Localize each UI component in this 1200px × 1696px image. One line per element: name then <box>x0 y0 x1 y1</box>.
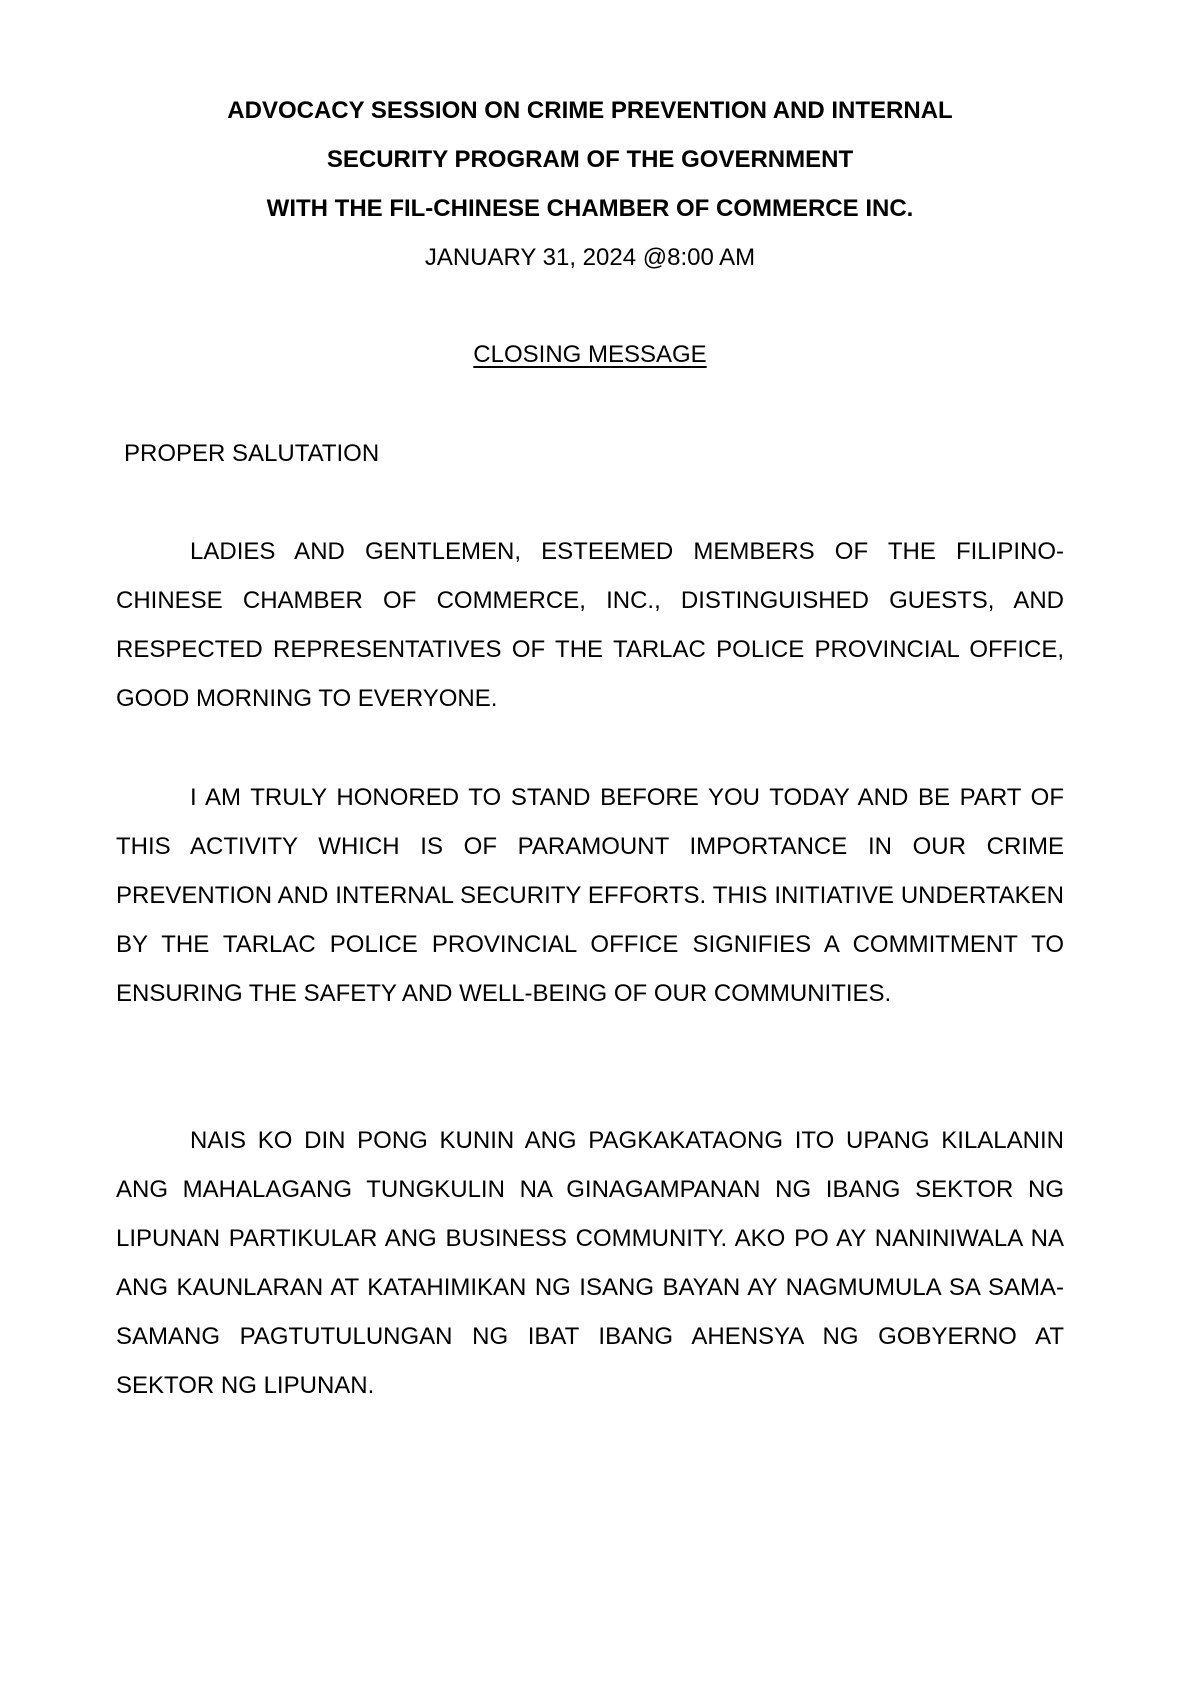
section-title: CLOSING MESSAGE <box>473 341 707 368</box>
paragraph-greeting: LADIES AND GENTLEMEN, ESTEEMED MEMBERS OF THE FILIPINO-CHINESE CHAMBER OF COMMERCE, INC., DISTINGUISHED GUESTS, AND RESPECTED REPRESENTATIVES OF THE TARLAC POLICE PROVINCIAL OFFICE, GOOD MORNING TO EVERYONE. <box>116 538 1064 712</box>
title-line-3: WITH THE FIL-CHINESE CHAMBER OF COMMERCE INC. <box>266 195 914 222</box>
title-line-1: ADVOCACY SESSION ON CRIME PREVENTION AND INTERNAL <box>227 97 953 124</box>
document-header <box>110 86 1070 282</box>
salutation: PROPER SALUTATION <box>124 440 380 467</box>
title-line-2: SECURITY PROGRAM OF THE GOVERNMENT <box>326 146 854 173</box>
paragraph-honored: I AM TRULY HONORED TO STAND BEFORE YOU TODAY AND BE PART OF THIS ACTIVITY WHICH IS OF PARAMOUNT IMPORTANCE IN OUR CRIME PREVENTION AND INTERNAL SECURITY EFFORTS. THIS INITIATIVE UNDERTAKEN BY THE TARLAC POLICE PROVINCIAL OFFICE SIGNIFIES A COMMITMENT TO ENSURING THE SAFETY AND WELL-BEING OF OUR COMMUNITIES. <box>116 784 1064 1007</box>
paragraph-tagalog: NAIS KO DIN PONG KUNIN ANG PAGKAKATAONG ITO UPANG KILALANIN ANG MAHALAGANG TUNGKULIN NA GINAGAMPANAN NG IBANG SEKTOR NG LIPUNAN PARTIKULAR ANG BUSINESS COMMUNITY. AKO PO AY NANINIWALA NA ANG KAUNLARAN AT KATAHIMIKAN NG ISANG BAYAN AY NAGMUMULA SA SAMA-SAMANG PAGTUTULUNGAN NG IBAT IBANG AHENSYA NG GOBYERNO AT SEKTOR NG LIPUNAN. <box>116 1127 1064 1399</box>
event-date: JANUARY 31, 2024 @8:00 AM <box>424 244 756 271</box>
